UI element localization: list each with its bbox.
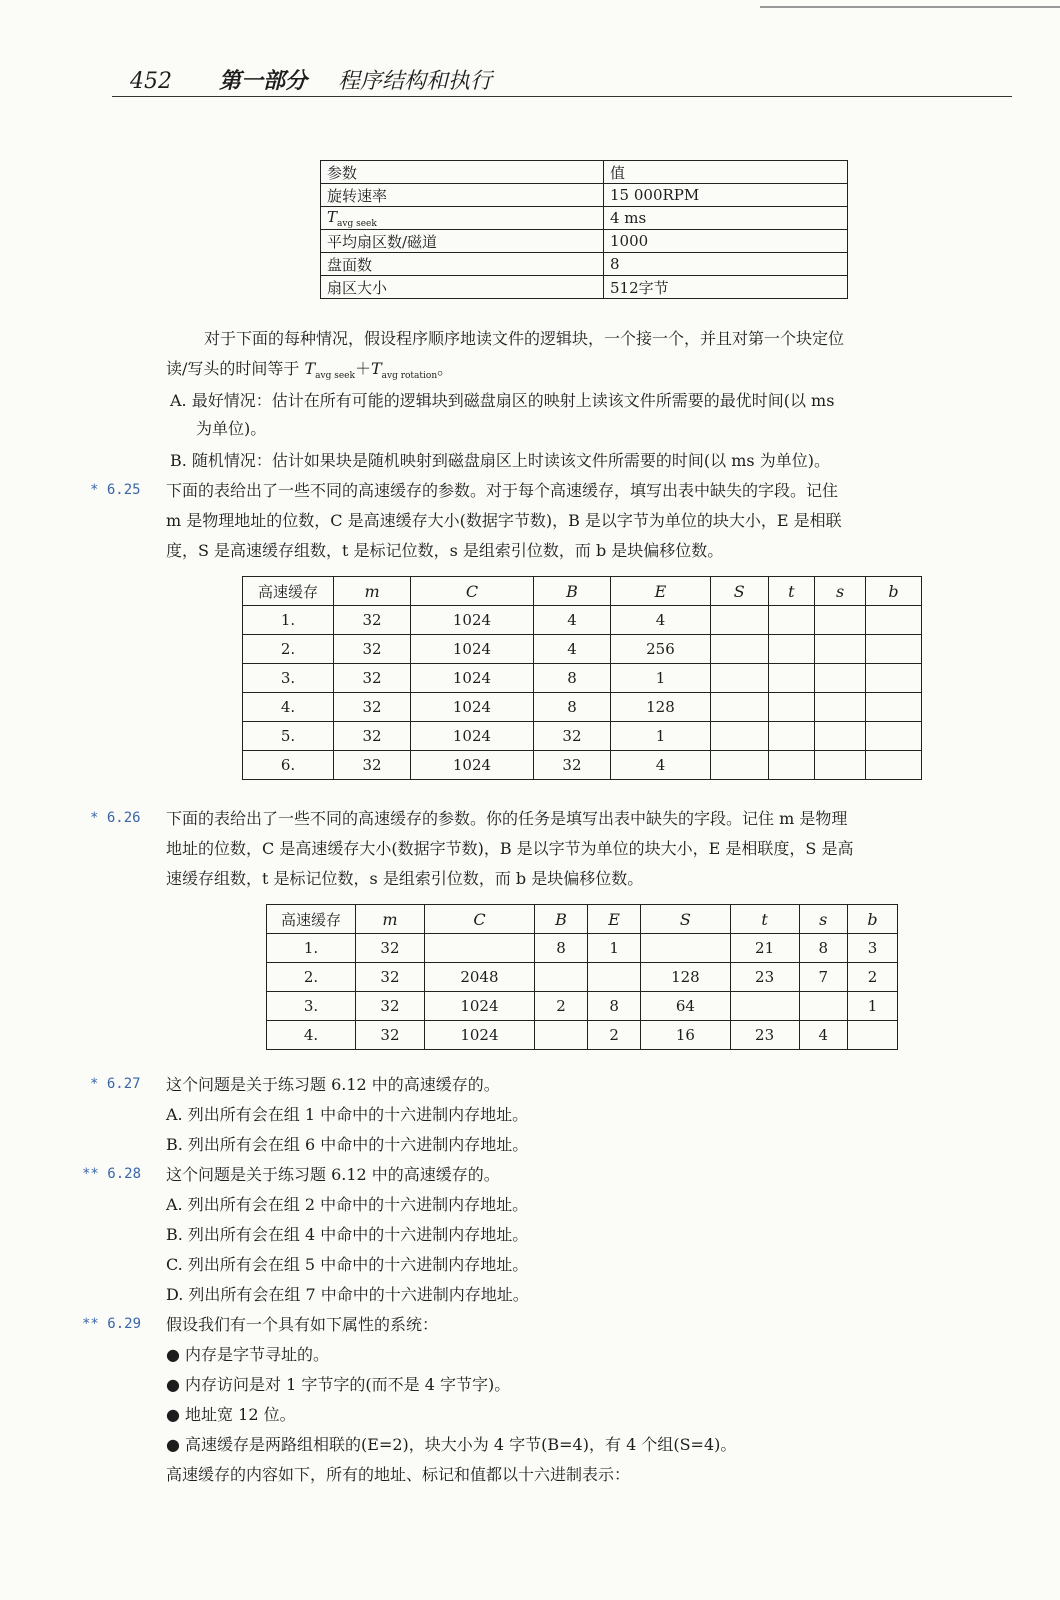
table-header: E bbox=[610, 577, 710, 606]
table-header: B bbox=[534, 905, 587, 934]
table-cell: 6. bbox=[243, 751, 334, 780]
table-header-row bbox=[243, 577, 922, 606]
table-cell: 1. bbox=[243, 606, 334, 635]
table-cell bbox=[710, 693, 768, 722]
table-cell: 2 bbox=[534, 992, 587, 1021]
table-header: b bbox=[848, 905, 898, 934]
t-subscript: avg rotation bbox=[381, 371, 438, 382]
table-cell: 3. bbox=[267, 992, 356, 1021]
table-cell: 4 bbox=[533, 606, 610, 635]
table-cell bbox=[866, 722, 922, 751]
table-cell: 21 bbox=[730, 934, 799, 963]
table-cell: 8 bbox=[588, 992, 641, 1021]
ex627-line-1: 这个问题是关于练习题 6.12 中的高速缓存的。 bbox=[166, 1075, 500, 1094]
table-cell bbox=[768, 751, 815, 780]
table-row bbox=[321, 230, 848, 253]
table-cell: 值 bbox=[604, 161, 848, 184]
intro-text: 读/写头的时间等于 bbox=[166, 359, 305, 378]
plus-sign: ＋ bbox=[354, 359, 371, 378]
table-row bbox=[243, 751, 922, 780]
part-label: 第一部分 bbox=[219, 68, 308, 94]
table-cell bbox=[424, 934, 534, 963]
table-cell bbox=[866, 664, 922, 693]
table-header: t bbox=[768, 577, 815, 606]
ex629-bullet: ● 内存访问是对 1 字节字的(而不是 4 字节字)。 bbox=[166, 1375, 511, 1394]
table-cell: 32 bbox=[356, 963, 425, 992]
table-cell: 32 bbox=[334, 751, 411, 780]
table-cell: 2 bbox=[848, 963, 898, 992]
table-cell bbox=[534, 1021, 587, 1050]
table-cell: 32 bbox=[356, 992, 425, 1021]
table-cell: 4 bbox=[799, 1021, 847, 1050]
table-header-row bbox=[321, 161, 848, 184]
table-cell: 128 bbox=[641, 963, 730, 992]
table-cell: 23 bbox=[730, 1021, 799, 1050]
table-cell: 3 bbox=[848, 934, 898, 963]
table-cell: 5. bbox=[243, 722, 334, 751]
table-cell bbox=[768, 664, 815, 693]
table-row bbox=[267, 1021, 898, 1050]
t-symbol: T bbox=[304, 359, 316, 378]
table-header: 高速缓存 bbox=[243, 577, 334, 606]
table-row bbox=[243, 606, 922, 635]
table-header-row bbox=[267, 905, 898, 934]
table-cell: 8 bbox=[534, 934, 587, 963]
page-number: 452 bbox=[130, 69, 172, 94]
page-header bbox=[130, 64, 492, 95]
table-header: C bbox=[424, 905, 534, 934]
table-cell: 2048 bbox=[424, 963, 534, 992]
table-cell: 2. bbox=[267, 963, 356, 992]
table-cell bbox=[534, 963, 587, 992]
table-cell: 32 bbox=[356, 1021, 425, 1050]
table-cell: 4 bbox=[533, 635, 610, 664]
item-b: B. 随机情况：估计如果块是随机映射到磁盘扇区上时读该文件所需要的时间(以 ms 为单位)。 bbox=[170, 451, 830, 470]
table-row bbox=[267, 992, 898, 1021]
disk-parameters-table bbox=[320, 160, 848, 299]
table-header: m bbox=[356, 905, 425, 934]
table-row bbox=[321, 207, 848, 230]
table-row bbox=[243, 722, 922, 751]
table-cell: 32 bbox=[334, 635, 411, 664]
table-cell: 128 bbox=[610, 693, 710, 722]
table-cell: 1. bbox=[267, 934, 356, 963]
table-cell: 1024 bbox=[411, 664, 534, 693]
cache-table-625 bbox=[242, 576, 922, 780]
ex628-item-b: B. 列出所有会在组 4 中命中的十六进制内存地址。 bbox=[166, 1225, 529, 1244]
table-header: B bbox=[533, 577, 610, 606]
table-cell: 4 bbox=[610, 751, 710, 780]
table-cell: 32 bbox=[334, 664, 411, 693]
table-header: E bbox=[588, 905, 641, 934]
table-cell: 1 bbox=[610, 722, 710, 751]
ex628-item-a: A. 列出所有会在组 2 中命中的十六进制内存地址。 bbox=[166, 1195, 529, 1214]
item-a-line-2: 为单位)。 bbox=[196, 419, 267, 438]
table-cell bbox=[768, 606, 815, 635]
table-cell: 4. bbox=[267, 1021, 356, 1050]
item-a-line-1: A. 最好情况：估计在所有可能的逻辑块到磁盘扇区的映射上读该文件所需要的最优时间(以 ms bbox=[170, 391, 835, 410]
table-cell: 8 bbox=[604, 253, 848, 276]
table-cell: 2 bbox=[588, 1021, 641, 1050]
table-cell bbox=[730, 992, 799, 1021]
table-cell: 扇区大小 bbox=[321, 276, 604, 299]
table-header: s bbox=[799, 905, 847, 934]
ex628-item-c: C. 列出所有会在组 5 中命中的十六进制内存地址。 bbox=[166, 1255, 529, 1274]
table-cell bbox=[710, 751, 768, 780]
table-cell: 1 bbox=[610, 664, 710, 693]
table-header: 高速缓存 bbox=[267, 905, 356, 934]
table-cell bbox=[588, 963, 641, 992]
table-cell: 64 bbox=[641, 992, 730, 1021]
ex626-line-3: 速缓存组数，t 是标记位数，s 是组索引位数，而 b 是块偏移位数。 bbox=[166, 869, 644, 888]
table-header: S bbox=[641, 905, 730, 934]
table-cell bbox=[768, 722, 815, 751]
ex629-line-1: 假设我们有一个具有如下属性的系统： bbox=[166, 1315, 439, 1334]
table-cell: 1024 bbox=[411, 693, 534, 722]
table-cell: 8 bbox=[533, 664, 610, 693]
table-row bbox=[321, 253, 848, 276]
table-cell: 32 bbox=[356, 934, 425, 963]
table-cell: 32 bbox=[533, 751, 610, 780]
table-cell: 32 bbox=[334, 693, 411, 722]
intro-line-1: 对于下面的每种情况，假设程序顺序地读文件的逻辑块，一个接一个，并且对第一个块定位 bbox=[204, 329, 845, 348]
ex629-bullet: ● 高速缓存是两路组相联的(E=2)，块大小为 4 字节(B=4)，有 4 个组(S=4)。 bbox=[166, 1435, 737, 1454]
table-header: C bbox=[411, 577, 534, 606]
table-row bbox=[267, 963, 898, 992]
table-cell bbox=[866, 606, 922, 635]
table-cell: 256 bbox=[610, 635, 710, 664]
ex629-bullet: ● 地址宽 12 位。 bbox=[166, 1405, 296, 1424]
ex626-line-1: 下面的表给出了一些不同的高速缓存的参数。你的任务是填写出表中缺失的字段。记住 m 是物理 bbox=[166, 809, 848, 828]
table-cell: 512字节 bbox=[604, 276, 848, 299]
table-cell bbox=[866, 693, 922, 722]
t-symbol: T bbox=[370, 359, 382, 378]
table-row bbox=[267, 934, 898, 963]
table-cell bbox=[710, 606, 768, 635]
table-cell bbox=[768, 635, 815, 664]
chapter-title: 程序结构和执行 bbox=[338, 69, 493, 94]
table-cell: 1024 bbox=[411, 751, 534, 780]
table-cell bbox=[848, 1021, 898, 1050]
table-header: t bbox=[730, 905, 799, 934]
table-cell: 平均扇区数/磁道 bbox=[321, 230, 604, 253]
table-header: s bbox=[815, 577, 866, 606]
table-cell: 16 bbox=[641, 1021, 730, 1050]
table-header: b bbox=[866, 577, 922, 606]
exercise-number: * 6.25 bbox=[90, 482, 141, 498]
table-row bbox=[243, 693, 922, 722]
table-cell bbox=[815, 664, 866, 693]
table-row bbox=[243, 664, 922, 693]
table-cell bbox=[710, 722, 768, 751]
table-cell bbox=[321, 207, 604, 230]
table-cell bbox=[815, 722, 866, 751]
table-header: m bbox=[334, 577, 411, 606]
table-cell: 1024 bbox=[411, 635, 534, 664]
table-cell: 8 bbox=[533, 693, 610, 722]
table-row bbox=[321, 184, 848, 207]
t-subscript: avg seek bbox=[315, 371, 355, 382]
ex625-line-1: 下面的表给出了一些不同的高速缓存的参数。对于每个高速缓存，填写出表中缺失的字段。记住 bbox=[166, 481, 839, 500]
table-cell: 23 bbox=[730, 963, 799, 992]
table-row bbox=[321, 276, 848, 299]
table-cell: 32 bbox=[533, 722, 610, 751]
table-cell: 7 bbox=[799, 963, 847, 992]
table-cell: 1024 bbox=[411, 722, 534, 751]
table-cell: 4 ms bbox=[604, 207, 848, 230]
table-cell: 8 bbox=[799, 934, 847, 963]
header-rule bbox=[112, 96, 1012, 97]
table-cell bbox=[815, 606, 866, 635]
table-cell: 15 000RPM bbox=[604, 184, 848, 207]
table-cell: 旋转速率 bbox=[321, 184, 604, 207]
exercise-number: ** 6.28 bbox=[82, 1166, 142, 1182]
table-cell: 1024 bbox=[424, 1021, 534, 1050]
exercise-number: * 6.26 bbox=[90, 810, 141, 826]
table-cell: 1024 bbox=[424, 992, 534, 1021]
table-cell bbox=[866, 635, 922, 664]
table-cell: 4. bbox=[243, 693, 334, 722]
ex627-item-b: B. 列出所有会在组 6 中命中的十六进制内存地址。 bbox=[166, 1135, 529, 1154]
table-cell: 1024 bbox=[411, 606, 534, 635]
table-cell bbox=[768, 693, 815, 722]
ex625-line-3: 度，S 是高速缓存组数，t 是标记位数，s 是组索引位数，而 b 是块偏移位数。 bbox=[166, 541, 724, 560]
ex626-line-2: 地址的位数，C 是高速缓存大小(数据字节数)，B 是以字节为单位的块大小，E 是相联度，S 是高 bbox=[166, 839, 854, 858]
table-row bbox=[243, 635, 922, 664]
table-cell bbox=[799, 992, 847, 1021]
table-cell: 32 bbox=[334, 606, 411, 635]
table-cell: 3. bbox=[243, 664, 334, 693]
table-cell: 32 bbox=[334, 722, 411, 751]
table-cell: 1 bbox=[588, 934, 641, 963]
table-cell: 4 bbox=[610, 606, 710, 635]
cache-table-626 bbox=[266, 904, 898, 1050]
table-cell: 1000 bbox=[604, 230, 848, 253]
tavg-subscript: avg seek bbox=[337, 218, 377, 229]
ex628-line-1: 这个问题是关于练习题 6.12 中的高速缓存的。 bbox=[166, 1165, 500, 1184]
table-cell bbox=[866, 751, 922, 780]
table-cell bbox=[641, 934, 730, 963]
ex629-bullet: ● 内存是字节寻址的。 bbox=[166, 1345, 330, 1364]
table-cell: 1 bbox=[848, 992, 898, 1021]
ex628-item-d: D. 列出所有会在组 7 中命中的十六进制内存地址。 bbox=[166, 1285, 529, 1304]
table-header: S bbox=[710, 577, 768, 606]
table-cell bbox=[710, 635, 768, 664]
tavg-symbol: T bbox=[327, 207, 338, 226]
period: 。 bbox=[437, 359, 454, 378]
table-cell: 2. bbox=[243, 635, 334, 664]
ex627-item-a: A. 列出所有会在组 1 中命中的十六进制内存地址。 bbox=[166, 1105, 529, 1124]
table-cell bbox=[710, 664, 768, 693]
exercise-number: * 6.27 bbox=[90, 1076, 141, 1092]
table-cell bbox=[815, 693, 866, 722]
ex625-line-2: m 是物理地址的位数，C 是高速缓存大小(数据字节数)，B 是以字节为单位的块大小，E 是相联 bbox=[166, 511, 842, 530]
table-cell: 参数 bbox=[321, 161, 604, 184]
exercise-number: ** 6.29 bbox=[82, 1316, 142, 1332]
top-decoration-line bbox=[760, 6, 1060, 8]
table-cell bbox=[815, 751, 866, 780]
ex629-closing: 高速缓存的内容如下，所有的地址、标记和值都以十六进制表示： bbox=[166, 1465, 631, 1484]
table-cell: 盘面数 bbox=[321, 253, 604, 276]
table-cell bbox=[815, 635, 866, 664]
